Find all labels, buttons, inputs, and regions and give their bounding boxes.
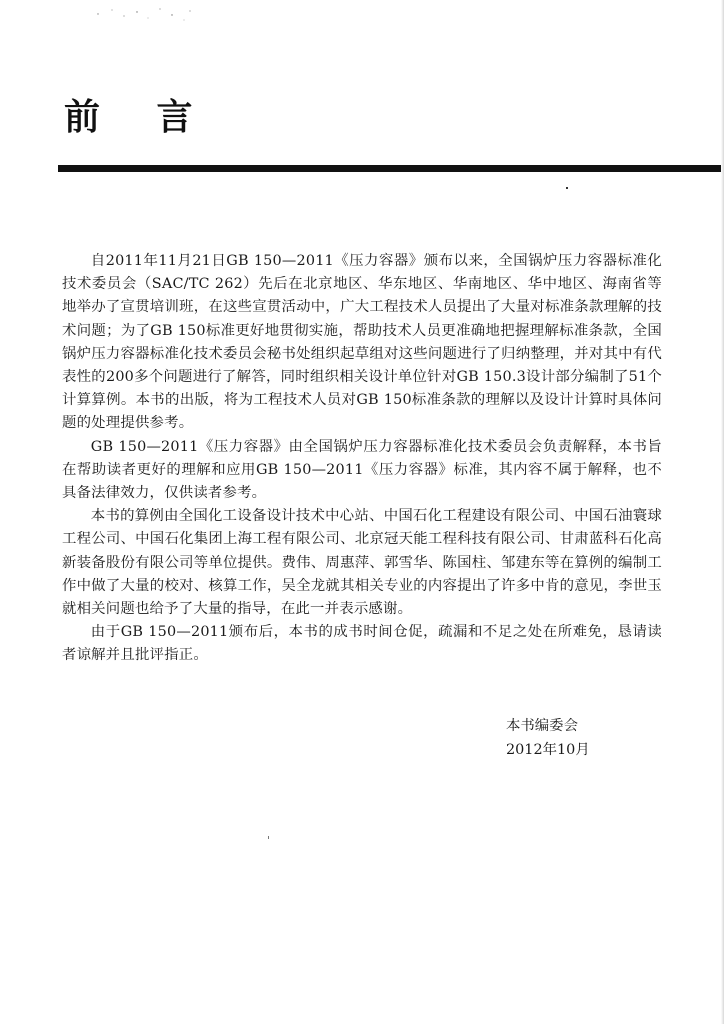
signature-date: 2012年10月: [506, 742, 590, 758]
title-divider: [58, 165, 724, 172]
scan-noise-specks: [90, 4, 200, 26]
signature-author: 本书编委会: [506, 718, 578, 734]
scan-mark: [268, 836, 269, 839]
paragraph-2: GB 150—2011《压力容器》由全国锅炉压力容器标准化技术委员会负责解释，本书旨在帮助读者更好的理解和应用GB 150—2011《压力容器》标准，其内容不属于解释，也不具备法律效力，仅供读者参考。: [62, 438, 662, 502]
paragraph-4: 由于GB 150—2011颁布后，本书的成书时间仓促，疏漏和不足之处在所难免，恳请读者谅解并且批评指正。: [62, 624, 662, 664]
page-title: 前 言: [64, 97, 215, 138]
scan-dot: [566, 187, 568, 189]
signature-block: [506, 714, 590, 762]
preface-body: [62, 250, 662, 668]
paragraph-1: 自2011年11月21日GB 150—2011《压力容器》颁布以来，全国锅炉压力容器标准化技术委员会（SAC/TC 262）先后在北京地区、华东地区、华南地区、华中地区、海南省等地举办了宣贯培训班，在这些宣贯活动中，广大工程技术人员提出了大量对标准条款理解的技术问题；为了GB 150标准更好地贯彻实施，帮助技术人员更准确地把握理解标准条款，全国锅炉压力容器标准化技术委员会秘书处组织起草组对这些问题进行了归纳整理，并对其中有代表性的200多个问题进行了解答，同时组织相关设计单位针对GB 150.3设计部分编制了51个计算算例。本书的出版，将为工程技术人员对GB 150标准条款的理解以及设计计算时具体问题的处理提供参考。: [62, 253, 662, 432]
paragraph-3: 本书的算例由全国化工设备设计技术中心站、中国石化工程建设有限公司、中国石油寰球工程公司、中国石化集团上海工程有限公司、北京冠天能工程科技有限公司、甘肃蓝科石化高新装备股份有限公司等单位提供。费伟、周惠萍、郭雪华、陈国柱、邹建东等在算例的编制工作中做了大量的校对、核算工作，吴全龙就其相关专业的内容提出了许多中肯的意见，李世玉就相关问题也给予了大量的指导，在此一并表示感谢。: [62, 508, 662, 618]
